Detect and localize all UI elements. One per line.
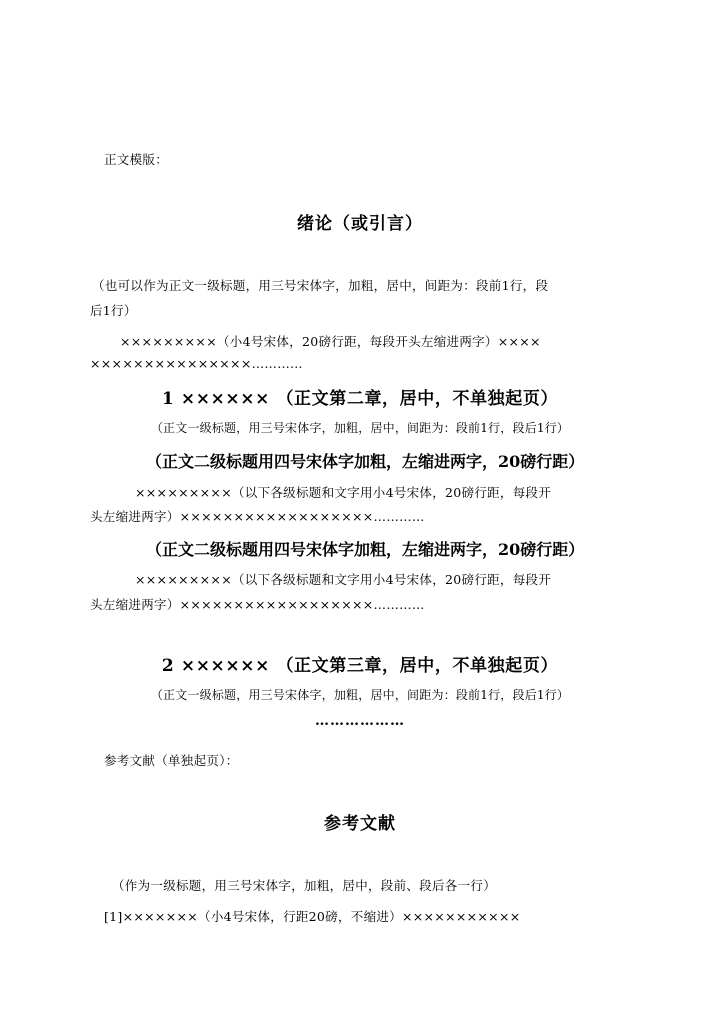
chapter-1-note: （正文一级标题，用三号宋体字，加粗，居中，间距为：段前1行，段后1行） [150, 421, 570, 435]
intro-body-line-1: ×××××××××（小4号宋体，20磅行距，每段开头左缩进两字）×××× [120, 334, 541, 349]
chapter-1-section-1-body-line-1: ×××××××××（以下各级标题和文字用小4号宋体，20磅行距，每段开 [135, 485, 552, 500]
chapter-2-heading: 2 ×××××× （正文第三章，居中，不单独起页） [161, 656, 559, 676]
chapter-1-section-2-body-line-2: 头左缩进两字）××××××××××××××××××………… [90, 597, 425, 612]
intro-heading: 绪论（或引言） [297, 214, 423, 234]
chapter-1-section-2-heading: （正文二级标题用四号宋体字加粗，左缩进两字，20磅行距） [146, 540, 585, 559]
ellipsis-divider: ……………… [315, 713, 405, 729]
intro-note-line-2: 后1行） [90, 303, 137, 318]
references-note: （作为一级标题，用三号宋体字，加粗，居中，段前、段后各一行） [112, 878, 497, 893]
references-label: 参考文献（单独起页）： [104, 753, 239, 768]
chapter-1-section-2-body-line-1: ×××××××××（以下各级标题和文字用小4号宋体，20磅行距，每段开 [135, 572, 552, 587]
intro-body-line-2: ×××××××××××××××………… [90, 356, 303, 371]
chapter-1-section-1-body-line-2: 头左缩进两字）××××××××××××××××××………… [90, 509, 425, 524]
chapter-1-section-1-heading: （正文二级标题用四号宋体字加粗，左缩进两字，20磅行距） [146, 452, 585, 471]
intro-note-line-1: （也可以作为正文一级标题，用三号宋体字，加粗，居中，间距为：段前1行，段 [92, 278, 549, 293]
template-label: 正文模版： [104, 152, 169, 167]
reference-item-1: [1]×××××××（小4号宋体，行距20磅，不缩进）××××××××××× [104, 909, 521, 924]
chapter-2-note: （正文一级标题，用三号宋体字，加粗，居中，间距为：段前1行，段后1行） [150, 688, 570, 702]
references-heading: 参考文献 [324, 814, 396, 834]
chapter-1-heading: 1 ×××××× （正文第二章，居中，不单独起页） [161, 389, 559, 409]
